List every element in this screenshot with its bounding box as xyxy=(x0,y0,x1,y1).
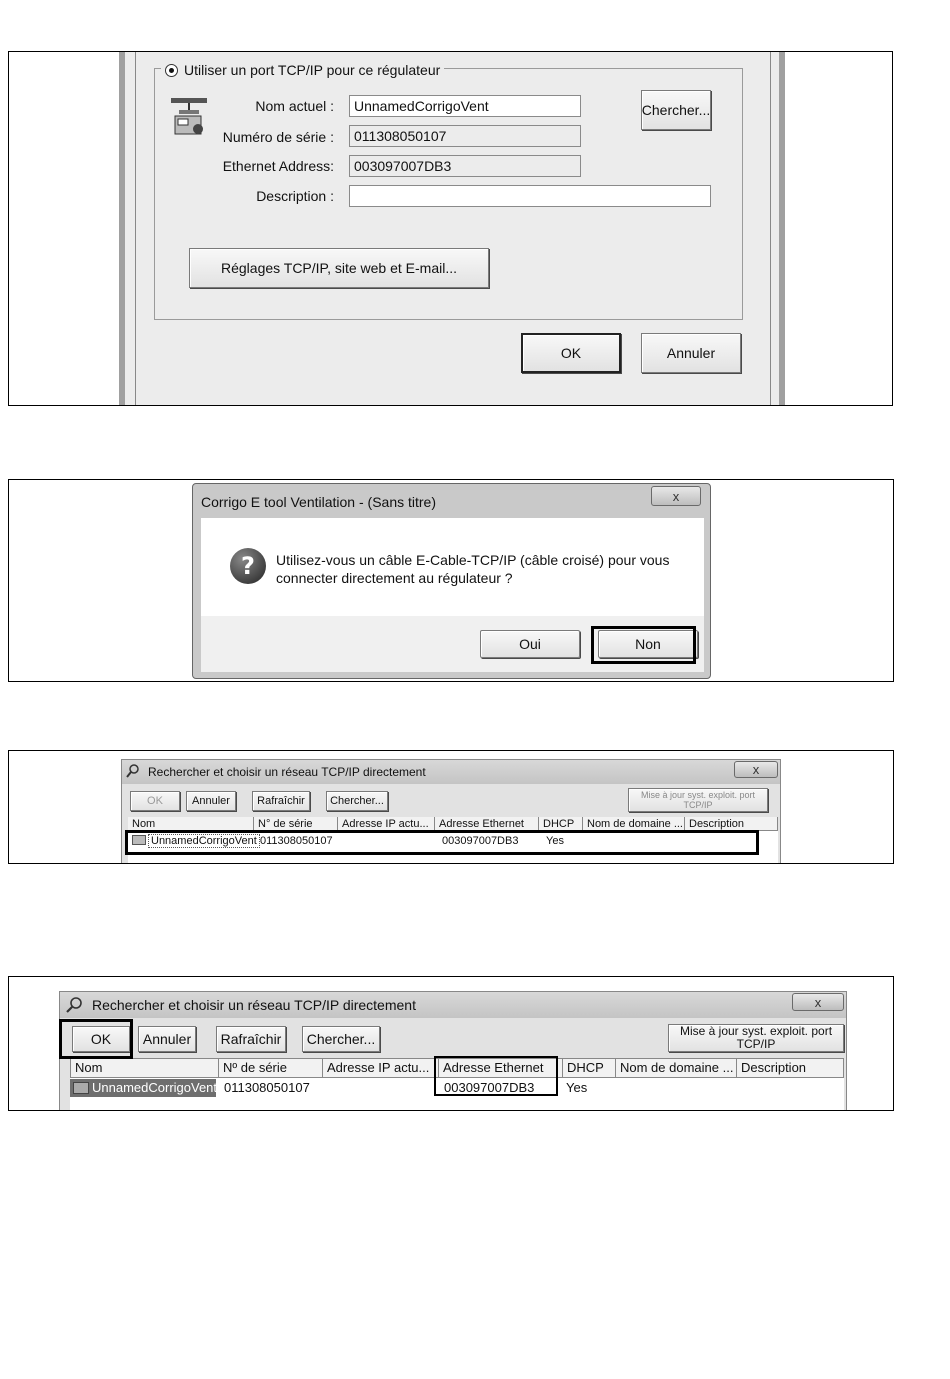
search-window-small xyxy=(121,759,781,864)
ethernet-field: 003097007DB3 xyxy=(349,155,581,177)
refresh-button[interactable]: Rafraîchir xyxy=(252,791,310,811)
search-button[interactable]: Chercher... xyxy=(302,1026,380,1052)
question-icon: ? xyxy=(230,548,266,584)
column-header[interactable]: Nom de domaine ... xyxy=(583,817,685,830)
device-icon xyxy=(132,835,146,845)
device-icon xyxy=(73,1082,89,1094)
cell-ethernet: 003097007DB3 xyxy=(442,835,519,847)
panel-network-search-large xyxy=(8,976,894,1111)
window-title: Rechercher et choisir un réseau TCP/IP directement xyxy=(148,765,426,779)
close-icon[interactable]: x xyxy=(792,993,844,1011)
update-os-button[interactable] xyxy=(628,788,768,812)
column-header[interactable]: Adresse IP actu... xyxy=(323,1059,439,1077)
yes-button[interactable]: Oui xyxy=(480,630,580,658)
tcpip-settings-button[interactable]: Réglages TCP/IP, site web et E-mail... xyxy=(189,248,489,288)
cell-serial: 011308050107 xyxy=(260,835,333,847)
table-row[interactable] xyxy=(128,831,778,864)
refresh-button[interactable]: Rafraîchir xyxy=(216,1026,286,1052)
ok-button[interactable]: OK xyxy=(521,333,621,373)
window-title: Rechercher et choisir un réseau TCP/IP directement xyxy=(92,997,416,1013)
network-controller-icon xyxy=(169,96,209,138)
search-window-large xyxy=(59,991,847,1111)
column-header[interactable]: Nº de série xyxy=(219,1059,323,1077)
dialog-footer xyxy=(201,616,704,672)
ok-button[interactable]: OK xyxy=(130,791,180,811)
column-header[interactable]: DHCP xyxy=(539,817,583,830)
column-header[interactable]: Nom de domaine ... xyxy=(616,1059,737,1077)
update-os-button[interactable] xyxy=(668,1024,844,1052)
update-os-label: Mise à jour syst. exploit. port TCP/IP xyxy=(679,1024,833,1051)
column-header[interactable]: DHCP xyxy=(563,1059,616,1077)
column-header[interactable]: Adresse Ethernet xyxy=(439,1059,563,1077)
dialog-title: Corrigo E tool Ventilation - (Sans titre) xyxy=(201,494,436,510)
search-button[interactable]: Chercher... xyxy=(326,791,388,811)
magnifier-icon xyxy=(66,997,82,1013)
cell-serial: 011308050107 xyxy=(224,1080,310,1095)
ethernet-label: Ethernet Address: xyxy=(222,158,334,174)
question-text-line1: Utilisez-vous un câble E-Cable-TCP/IP (câble croisé) pour vous xyxy=(276,552,670,568)
selected-name-cell[interactable] xyxy=(70,1079,216,1097)
close-icon[interactable]: x xyxy=(734,761,778,778)
column-header[interactable]: Description xyxy=(685,817,778,830)
cell-dhcp: Yes xyxy=(566,1080,588,1095)
no-button[interactable]: Non xyxy=(598,630,698,658)
dialog-body xyxy=(201,518,704,616)
cell-name: UnnamedCorrigoVent xyxy=(148,834,260,848)
titlebar xyxy=(60,992,846,1018)
column-header[interactable]: N° de série xyxy=(254,817,338,830)
ok-button[interactable]: OK xyxy=(72,1026,130,1052)
column-header[interactable]: Adresse Ethernet xyxy=(435,817,539,830)
tcpip-radio-option[interactable] xyxy=(161,62,444,78)
message-dialog xyxy=(192,483,711,679)
tcpip-radio-label: Utiliser un port TCP/IP pour ce régulateur xyxy=(184,62,441,78)
column-header[interactable]: Description xyxy=(737,1059,844,1077)
column-header[interactable]: Nom xyxy=(71,1059,219,1077)
cell-dhcp: Yes xyxy=(546,835,564,847)
name-field[interactable]: UnnamedCorrigoVent xyxy=(349,95,581,117)
close-icon[interactable]: x xyxy=(651,486,701,506)
serial-field: 011308050107 xyxy=(349,125,581,147)
panel-tcpip-port-settings xyxy=(8,51,893,406)
cell-name: UnnamedCorrigoVent xyxy=(92,1080,218,1095)
magnifier-icon xyxy=(126,764,140,778)
results-table-header xyxy=(128,817,778,831)
cancel-button[interactable]: Annuler xyxy=(641,333,741,373)
titlebar xyxy=(122,760,780,784)
table-row[interactable] xyxy=(70,1078,844,1111)
serial-label: Numéro de série : xyxy=(222,129,334,145)
column-header[interactable]: Nom xyxy=(128,817,254,830)
radio-selected-icon[interactable] xyxy=(165,64,178,77)
name-label: Nom actuel : xyxy=(255,98,334,114)
cancel-button[interactable]: Annuler xyxy=(186,791,236,811)
description-label: Description : xyxy=(256,188,334,204)
cell-ethernet: 003097007DB3 xyxy=(444,1080,535,1095)
update-os-label: Mise à jour syst. exploit. port TCP/IP xyxy=(640,790,756,810)
results-table-header xyxy=(70,1058,844,1078)
description-field[interactable] xyxy=(349,185,711,207)
cancel-button[interactable]: Annuler xyxy=(138,1026,196,1052)
search-button[interactable]: Chercher... xyxy=(641,90,711,130)
column-header[interactable]: Adresse IP actu... xyxy=(338,817,435,830)
question-text-line2: connecter directement au régulateur ? xyxy=(276,570,513,586)
panel-cable-question xyxy=(8,479,894,682)
panel-network-search-small xyxy=(8,750,894,864)
